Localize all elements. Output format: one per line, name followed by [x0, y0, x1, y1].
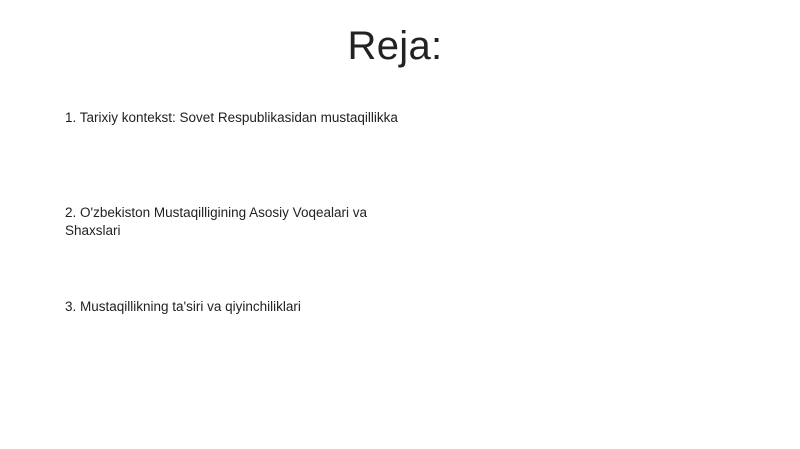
plan-item-3: 3. Mustaqillikning ta'siri va qiyinchiliklari	[65, 299, 301, 314]
plan-item-2: 2. O'zbekiston Mustaqilligining Asosiy Voqealari va Shaxslari	[65, 205, 367, 238]
plan-item-1: 1. Tarixiy kontekst: Sovet Respublikasidan mustaqillikka	[65, 110, 398, 125]
slide-title: Reja:	[347, 24, 443, 68]
